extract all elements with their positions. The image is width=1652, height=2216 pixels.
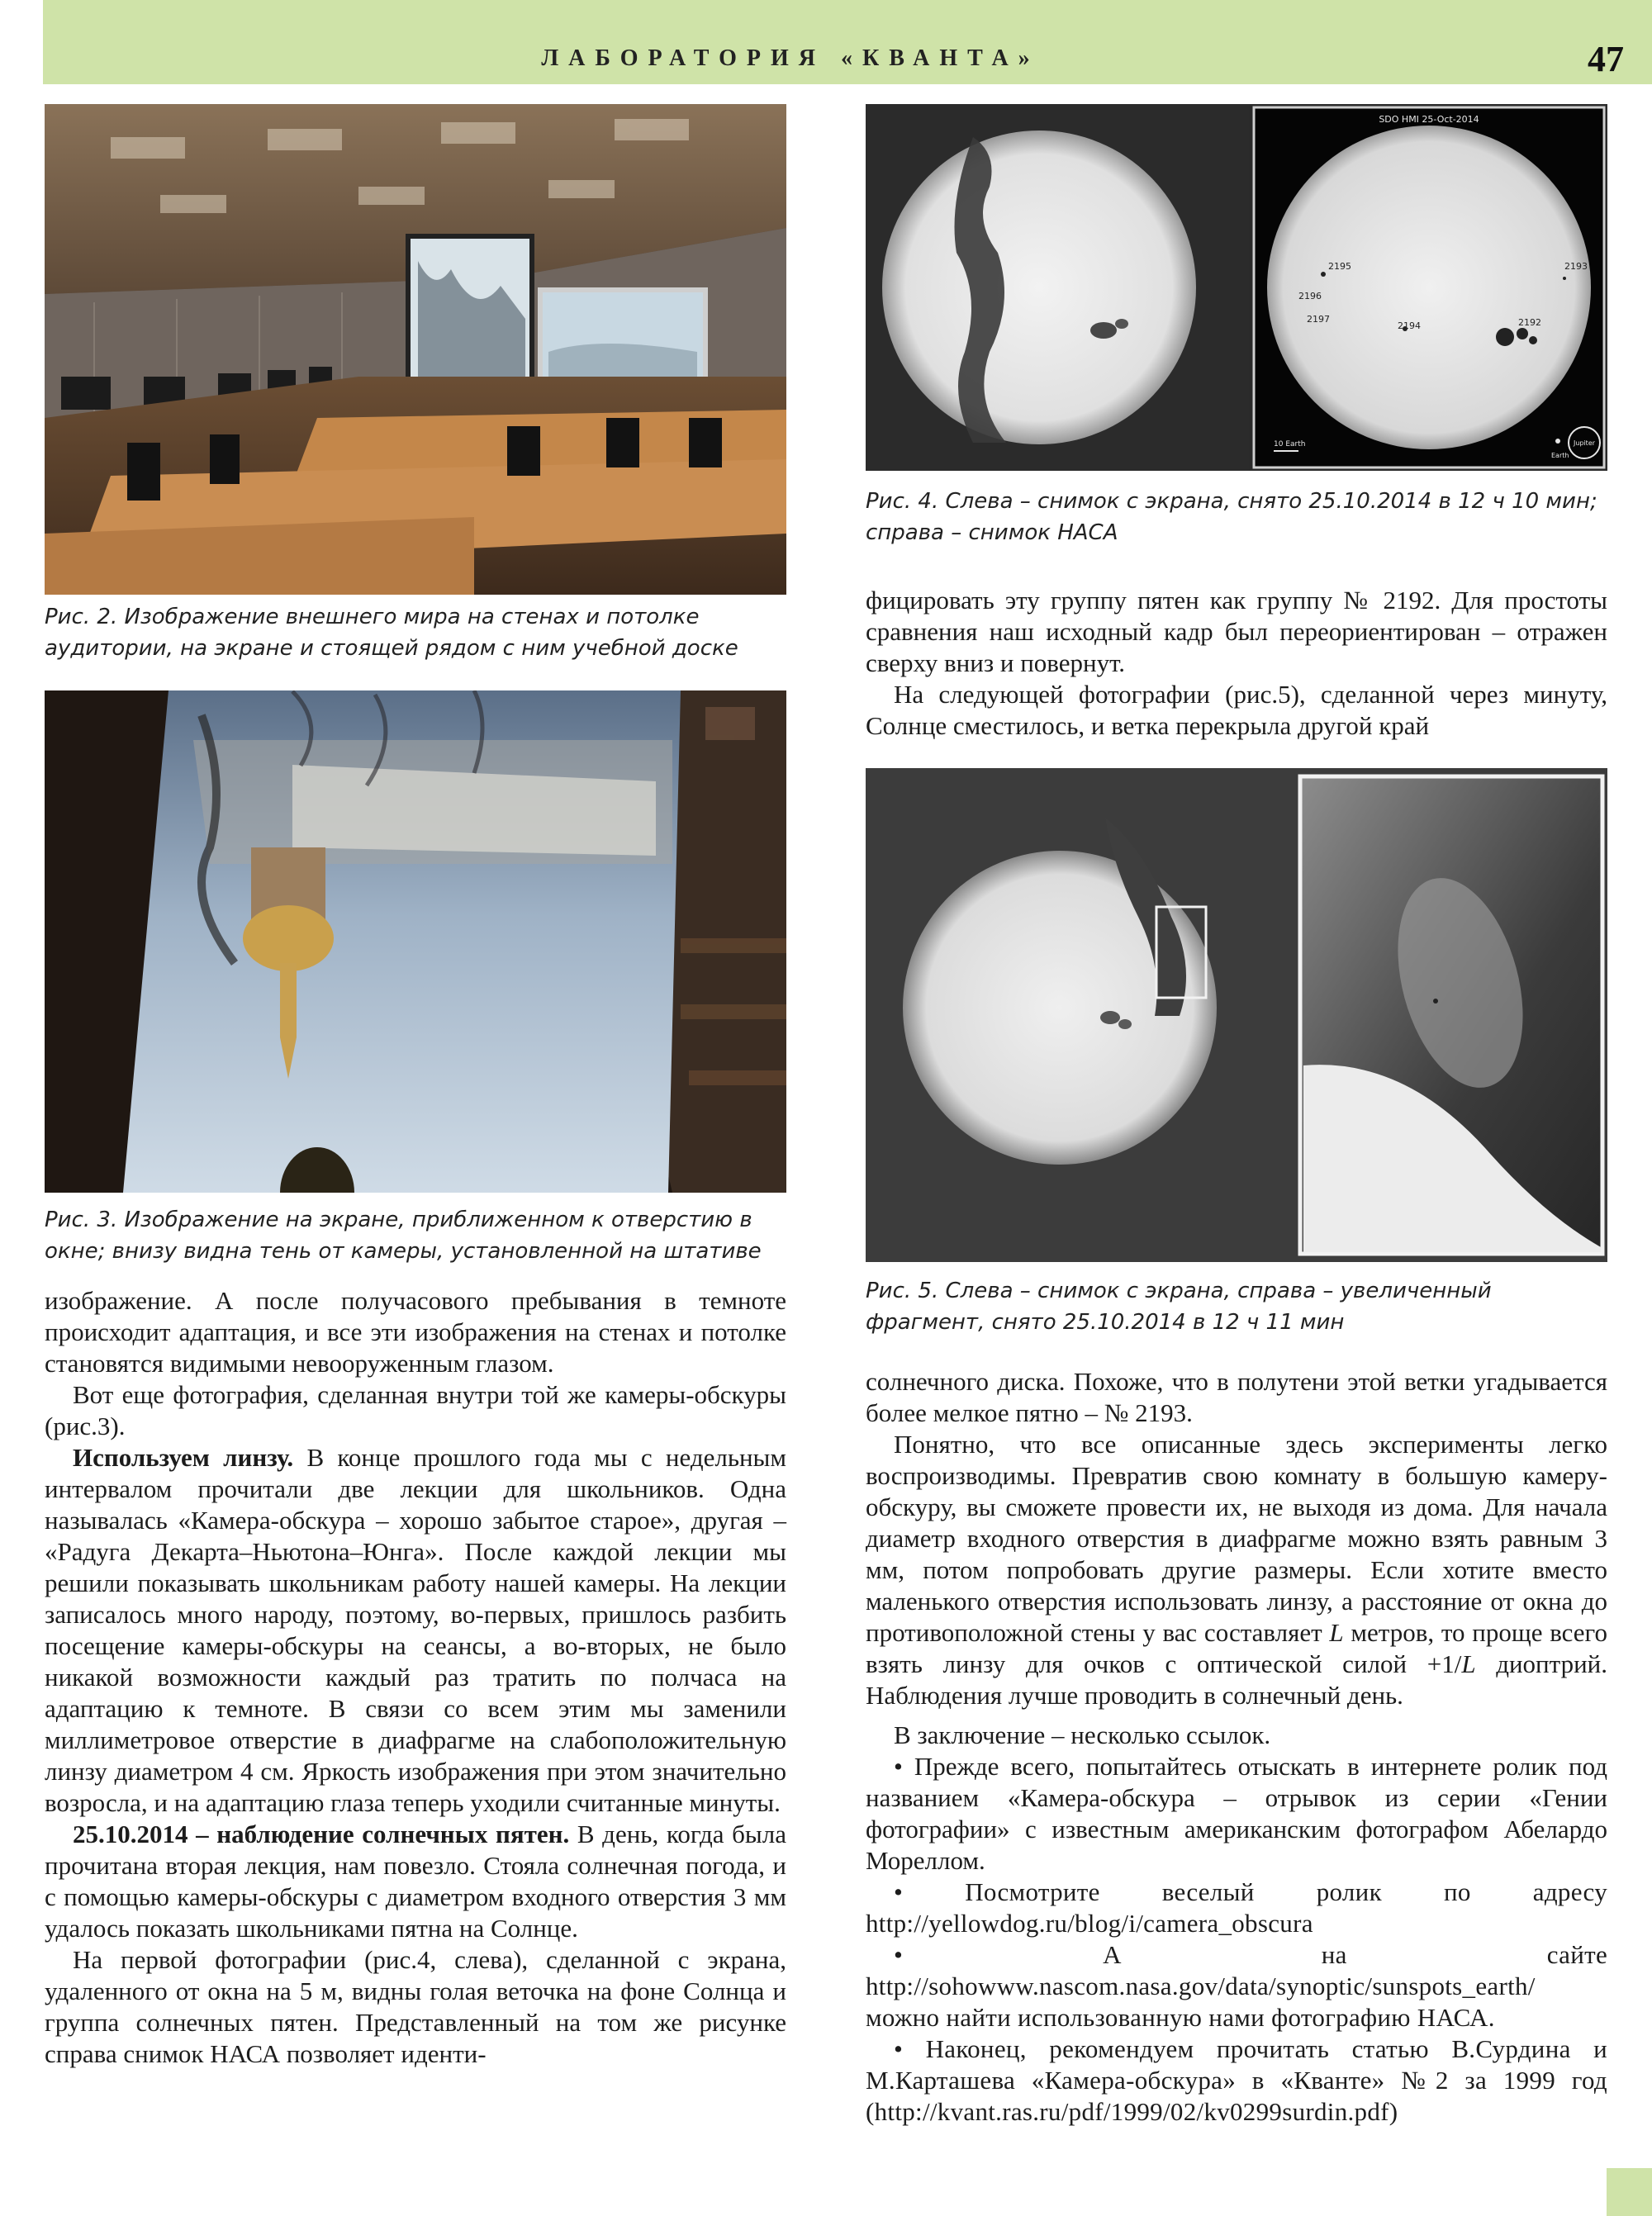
reproduce-text-c: диоптрий. Наблюдения лучше проводить в солнечный день.: [866, 1649, 1607, 1710]
link-item-4[interactable]: • Наконец, рекомендуем прочитать статью В.Сурдина и М.Карташева «Камера-обскура» в «Кванте» №2 за 1999 год (http://kvant.ras.ru/pdf/1999/02/kv0299surdin.pdf): [866, 2034, 1607, 2126]
left-paragraph-5: На первой фотографии (рис.4, слева), сделанной с экрана, удаленного от окна на 5 м, видны голая веточка на фоне Солнца и группа солнечных пятен. Представленный на том же рисунке справа снимок НАСА позволяет иденти-: [45, 1945, 786, 2068]
var-L-2: L: [1461, 1649, 1476, 1678]
right-paragraph-1: фицировать эту группу пятен как группу № 2192. Для простоты сравнения наш исходный кадр был переориентирован – отражен сверху вниз и повернут.: [866, 586, 1607, 677]
var-L: L: [1329, 1618, 1344, 1647]
left-paragraph-1: изображение. А после получасового пребывания в темноте происходит адаптация, и все эти изображения на стенах и потолке становятся видимыми невооруженным глазом.: [45, 1286, 786, 1378]
right-paragraph-2: На следующей фотографии (рис.5), сделанной через минуту, Солнце сместилось, и ветка перекрыла другой край: [866, 680, 1607, 740]
figure-2-caption: Рис. 2. Изображение внешнего мира на стенах и потолке аудитории, на экране и стоящей рядом с ним учебной доске: [45, 605, 738, 661]
link-item-3[interactable]: • А на сайте http://sohowww.nascom.nasa.gov/data/synoptic/sunspots_earth/ можно найти использованную нами фотографию НАСА.: [866, 1940, 1607, 2032]
spot-2197-label: 2197: [1307, 314, 1330, 325]
right-column-bottom: [866, 1366, 1607, 2128]
figure-3-caption: Рис. 3. Изображение на экране, приближенном к отверстию в окне; внизу видна тень от камеры, установленной на штативе: [45, 1208, 762, 1264]
figure-5-caption: Рис. 5. Слева – снимок с экрана, справа – увеличенный фрагмент, снято 25.10.2014 в 12 ч 11 мин: [866, 1279, 1492, 1335]
spot-2196-label: 2196: [1298, 291, 1322, 301]
right-column-top: [866, 585, 1607, 742]
heading-lens: Используем линзу.: [73, 1443, 294, 1472]
section-title: ЛАБОРАТОРИЯ «КВАНТА»: [541, 45, 1040, 71]
figure-4-caption: Рис. 4. Слева – снимок с экрана, снято 25.10.2014 в 12 ч 10 мин; справа – снимок НАСА: [866, 489, 1597, 545]
jupiter-label: Jupiter: [1573, 439, 1596, 447]
link-item-1: • Прежде всего, попытайтесь отыскать в интернете ролик под названием «Камера-обскура – отрывок из серии «Гении фотографии» с известным американским фотографом Абелардо Мореллом.: [866, 1752, 1607, 1875]
left-paragraph-2: Вот еще фотография, сделанная внутри той же камеры-обскуры (рис.3).: [45, 1380, 786, 1440]
spot-2194-label: 2194: [1398, 320, 1421, 331]
page-edge-tab: [1607, 2168, 1652, 2216]
sunspots-text: В день, когда была прочитана вторая лекция, нам повезло. Стояла солнечная погода, и с помощью камеры-обскуры с диаметром входного отверстия 3 мм удалось показать школьниками пятна на Солнце.: [45, 1820, 786, 1943]
left-column: [45, 1285, 786, 2070]
figure-4-photo: [866, 104, 1607, 471]
spot-2192-label: 2192: [1518, 317, 1541, 328]
figure-5-photo: [866, 768, 1607, 1262]
right-paragraph-4: [866, 1429, 1607, 1711]
figure-3-photo: [45, 690, 786, 1193]
left-paragraph-3: [45, 1442, 786, 1819]
lens-text: В конце прошлого года мы с недельным интервалом прочитали две лекции для школьников. Одна называлась «Камера-обскура – хорошо забытое старое», другая – «Радуга Декарта–Ньютона–Юнга». После каждой лекции мы решили показывать школьникам работу нашей камеры. На лекции записалось много народу, поэтому, во-первых, пришлось разбить посещение камеры-обскуры на сеансы, а во-вторых, не было никакой возможности каждый раз тратить по полчаса на адаптацию к темноте. В связи со всем этим мы заменили миллиметровое отверстие в диафрагме на слабоположительную линзу диаметром 4 см. Яркость изображения при этом значительно возросла, и на адаптацию глаза теперь уходили считанные минуты.: [45, 1443, 786, 1817]
spot-2193-label: 2193: [1564, 261, 1588, 272]
nasa-title: SDO HMI 25-Oct-2014: [1379, 114, 1479, 125]
scale-label: 10 Earth: [1274, 440, 1306, 448]
earth-label: Earth: [1551, 452, 1569, 459]
reproduce-text-a: Понятно, что все описанные здесь эксперименты легко воспроизводимы. Превратив свою комнату в большую камеру-обскуру, вы сможете провести их, не выходя из дома. Для начала диаметр входного отверстия в диафрагме можно взять равным 3 мм, потом попробовать другие размеры. Если хотите вместо маленького отверстия использовать линзу, а расстояние от окна до противоположной стены у вас составляет: [866, 1430, 1607, 1647]
spot-2195-label: 2195: [1328, 261, 1351, 272]
heading-sunspots: 25.10.2014 – наблюдение солнечных пятен.: [73, 1820, 570, 1848]
page-number: 47: [1588, 39, 1624, 79]
figure-2-photo: [45, 104, 786, 595]
reproduce-text-b: метров, то проще всего взять линзу для очков с оптической силой +1/: [866, 1618, 1607, 1678]
right-paragraph-5: В заключение – несколько ссылок.: [894, 1720, 1271, 1749]
page-header: [43, 0, 1652, 84]
right-paragraph-3: солнечного диска. Похоже, что в полутени этой ветки угадывается более мелкое пятно – № 2193.: [866, 1367, 1607, 1427]
link-item-2[interactable]: • Посмотрите веселый ролик по адресу http://yellowdog.ru/blog/i/camera_obscura: [866, 1877, 1607, 1938]
left-paragraph-4: [45, 1819, 786, 1944]
